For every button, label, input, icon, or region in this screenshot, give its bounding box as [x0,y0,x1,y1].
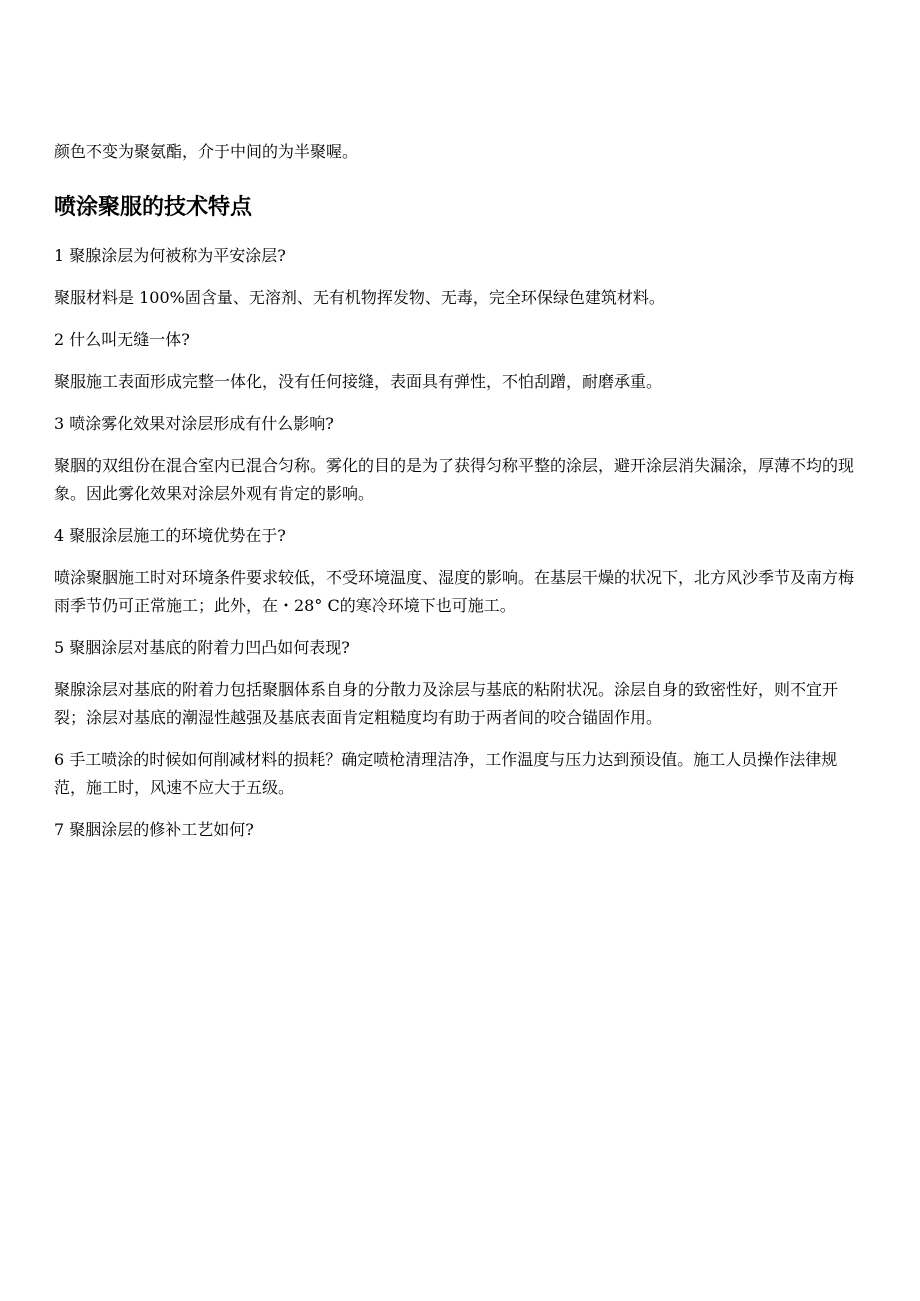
answer-3: 聚胭的双组份在混合室内已混合匀称。雾化的目的是为了获得匀称平整的涂层，避开涂层消失漏涂，厚薄不均的现象。因此雾化效果对涂层外观有肯定的影响。 [54,456,855,503]
answer-2: 聚服施工表面形成完整一体化，没有任何接缝，表面具有弹性，不怕刮蹭，耐磨承重。 [54,372,663,391]
answer-4: 喷涂聚胭施工时对环境条件要求较低，不受环境温度、湿度的影响。在基层干燥的状况下，北方风沙季节及南方梅雨季节仍可正常施工；此外，在・28° C的寒冷环境下也可施工。 [54,568,855,615]
question-4: 4 聚服涂层施工的环境优势在于? [54,526,286,545]
question-7: 7 聚胭涂层的修补工艺如何? [54,820,254,839]
section-heading: 喷涂聚服的技术特点 [54,195,253,220]
document-body [54,138,866,858]
question-1: 1 聚腺涂层为何被称为平安涂层? [54,246,286,265]
intro-paragraph: 颜色不变为聚氨酯，介于中间的为半聚喔。 [54,142,359,161]
question-3: 3 喷涂雾化效果对涂层形成有什么影响? [54,414,334,433]
answer-5: 聚腺涂层对基底的附着力包括聚胭体系自身的分散力及涂层与基底的粘附状况。涂层自身的致密性好，则不宜开裂；涂层对基底的潮湿性越强及基底表面肯定粗糙度均有助于两者间的咬合锚固作用。 [54,680,839,727]
question-5: 5 聚胭涂层对基底的附着力凹凸如何表现? [54,638,350,657]
question-6: 6 手工喷涂的时候如何削减材料的损耗？确定喷枪清理洁净，工作温度与压力达到预设值。施工人员操作法律规范，施工时，风速不应大于五级。 [54,750,838,797]
question-2: 2 什么叫无缝一体? [54,330,190,349]
answer-1: 聚服材料是 100%固含量、无溶剂、无有机物挥发物、无毒，完全环保绿色建筑材料。 [54,288,665,307]
